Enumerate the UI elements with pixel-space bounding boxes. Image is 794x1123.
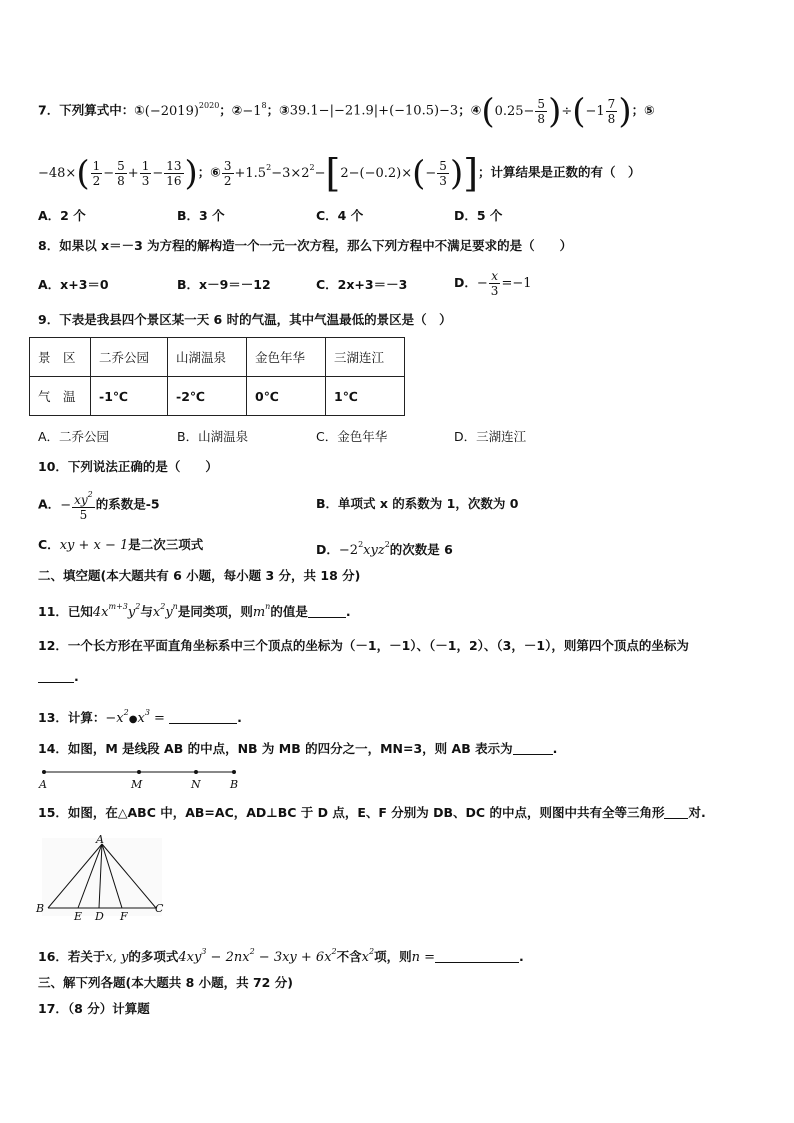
q7-div: ÷ xyxy=(561,103,573,119)
q9-option-a[interactable]: A．二乔公园 xyxy=(38,429,110,444)
q7-expr5a: −48× xyxy=(38,165,77,181)
section-3-heading: 三、解下列各题(本大题共 8 小题，共 72 分) xyxy=(38,975,293,990)
label-a: A xyxy=(96,833,104,846)
label-n: N xyxy=(191,778,201,791)
q10-option-a-frac: $\frac{xy^2}{5}$ xyxy=(74,490,93,522)
q7-option-d[interactable]: D．5 个 xyxy=(454,208,503,223)
q7-frac1: $\frac{5}{8}$ xyxy=(537,96,546,126)
q15-triangle-figure xyxy=(34,832,166,924)
q7-number: 7． xyxy=(38,102,60,118)
table-cell: 三湖连江 xyxy=(326,338,405,377)
q14-answer-blank[interactable] xyxy=(513,742,553,755)
q7-sep3: ；④ xyxy=(458,102,482,118)
label-b: B xyxy=(230,778,239,791)
q7-sep4: ；⑤ xyxy=(631,102,655,118)
q10-option-b[interactable]: B．单项式 x 的系数为 1，次数为 0 xyxy=(316,496,519,511)
q9-option-c[interactable]: C．金色年华 xyxy=(316,429,388,444)
q8-option-b[interactable]: B．x－9＝－12 xyxy=(177,277,271,292)
table-row xyxy=(30,377,405,416)
table-cell: 1℃ xyxy=(326,377,405,416)
q17: 17．（8 分）计算题 xyxy=(38,1001,150,1016)
table-cell: 山湖温泉 xyxy=(168,338,247,377)
point-a xyxy=(42,770,46,774)
q7-frac7: $\frac{3}{2}$ xyxy=(223,158,232,188)
label-d: D xyxy=(95,910,104,923)
q8-option-a[interactable]: A．x+3＝0 xyxy=(38,277,109,292)
q15-answer-blank[interactable] xyxy=(664,806,688,819)
q10-option-a[interactable]: A．− $\frac{xy^2}{5}$ 的系数是-5 xyxy=(38,490,160,522)
q7-sep5: ；⑥ xyxy=(197,164,221,180)
q10-stem: 10．下列说法正确的是（ ） xyxy=(38,459,218,474)
table-cell: 金色年华 xyxy=(247,338,326,377)
q7-frac8: $\frac{5}{3}$ xyxy=(439,158,447,188)
q7-option-b[interactable]: B．3 个 xyxy=(177,208,225,223)
q13-answer-blank[interactable] xyxy=(169,711,237,724)
q7-sep1: ；② xyxy=(219,102,243,118)
q8-stem: 8．如果以 x＝－3 为方程的解构造一个一元一次方程，那么下列方程中不满足要求的是（ ） xyxy=(38,238,573,253)
q11: 11．已知$4x^{m+3}y^2$与$x^2y^n$是同类项，则$m^n$的值是 . xyxy=(38,602,351,620)
q7-expr4b: −1 xyxy=(585,103,605,119)
q16-answer-blank[interactable] xyxy=(435,950,519,963)
q9-option-d[interactable]: D．三湖连江 xyxy=(454,429,527,444)
table-cell: 二乔公园 xyxy=(91,338,168,377)
q7-line1: 7．下列算式中：$①(-2019)^{2020}$；$②-1^8$；③39.1−|−21.9|+(−10.5)−3；④(0.25− $\frac{5}{8}$ )÷(−1 $\frac{7}{8}$ )；⑤ xyxy=(38,91,655,131)
q14-segment-figure xyxy=(36,764,246,792)
q7-option-c[interactable]: C．4 个 xyxy=(316,208,364,223)
q7-expr2-exp: 8 xyxy=(261,100,267,110)
label-f: F xyxy=(120,910,128,923)
q7-expr3: 39.1−|−21.9|+(−10.5)−3 xyxy=(289,103,459,119)
q7-sep2: ；③ xyxy=(266,102,290,118)
section-2-heading: 二、填空题(本大题共有 6 小题，每小题 3 分，共 18 分) xyxy=(38,568,361,583)
q7-frac2: $\frac{7}{8}$ xyxy=(607,96,616,126)
q7-expr4a: 0.25− xyxy=(494,103,535,119)
q7-frac6: $\frac{13}{16}$ xyxy=(166,158,182,188)
q7-frac5: $\frac{1}{3}$ xyxy=(141,158,150,188)
q7-frac4: $\frac{5}{8}$ xyxy=(117,158,125,188)
q12-line1: 12．一个长方形在平面直角坐标系中三个顶点的坐标为（－1，－1）、（－1，2）、（3，－1），则第四个顶点的坐标为 xyxy=(38,638,689,653)
table-cell: 气 温 xyxy=(30,377,91,416)
point-n xyxy=(194,770,198,774)
label-a: A xyxy=(39,778,47,791)
q7-expr1: (−2019) xyxy=(144,103,199,119)
point-m xyxy=(137,770,141,774)
q13: 13．计算：$-x^2●x^3$ = . xyxy=(38,708,242,726)
q7-frac3: $\frac{1}{2}$ xyxy=(92,158,101,188)
q7-tail: ；计算结果是正数的有（ ） xyxy=(478,164,641,180)
table-cell: 景 区 xyxy=(30,338,91,377)
point-b xyxy=(232,770,236,774)
q10-option-d[interactable]: D．$-2^2xyz^2$的次数是 6 xyxy=(316,540,453,558)
q12-line2: . xyxy=(38,668,79,686)
q10-option-c[interactable]: C．xy + x − 1是二次三项式 xyxy=(38,537,204,553)
label-e: E xyxy=(74,910,83,923)
q8-option-d[interactable]: D．− $\frac{x}{3}$ =−1 xyxy=(454,269,532,298)
q16: 16．若关于x, y的多项式$4xy^3 - 2nx^2 - 3xy + 6x^2$不含$x^2$项，则n = . xyxy=(38,947,524,965)
table-cell: 0℃ xyxy=(247,377,326,416)
q7-option-a[interactable]: A．2 个 xyxy=(38,208,86,223)
q11-answer-blank[interactable] xyxy=(308,605,346,618)
label-b: B xyxy=(36,902,45,915)
q12-answer-blank[interactable] xyxy=(38,670,74,683)
q8-option-d-frac: $\frac{x}{3}$ xyxy=(490,269,499,298)
table-cell: -1℃ xyxy=(91,377,168,416)
temperature-table xyxy=(29,337,405,416)
q7-expr2: −1 xyxy=(242,103,262,119)
label-c: C xyxy=(155,902,164,915)
table-cell: -2℃ xyxy=(168,377,247,416)
q9-stem: 9．下表是我县四个景区某一天 6 时的气温，其中气温最低的景区是（ ） xyxy=(38,312,452,327)
table-row xyxy=(30,338,405,377)
q7-line2: −48×( $\frac{1}{2}$ − $\frac{5}{8}$ + $\frac{1}{3}$ − $\frac{13}{16}$ )；⑥ $\frac{3}{2}$ $+1.5^2-3\times 2^2-[2-(-0.2)\times(-$ $\frac{5}{3}$ )]；计算结果是正数的有（ ） xyxy=(38,151,641,195)
q8-option-c[interactable]: C．2x+3＝－3 xyxy=(316,277,408,292)
q15: 15．如图，在△ABC 中，AB=AC，AD⊥BC 于 D 点，E、F 分别为 DB、DC 的中点，则图中共有全等三角形 对. xyxy=(38,805,706,820)
label-m: M xyxy=(131,778,143,791)
q9-option-b[interactable]: B．山湖温泉 xyxy=(177,429,249,444)
q14: 14．如图，M 是线段 AB 的中点，NB 为 MB 的四分之一，MN=3，则 AB 表示为 . xyxy=(38,741,558,756)
q7-prefix: 下列算式中：① xyxy=(59,102,145,118)
q7-expr1-exp: 2020 xyxy=(198,100,220,110)
